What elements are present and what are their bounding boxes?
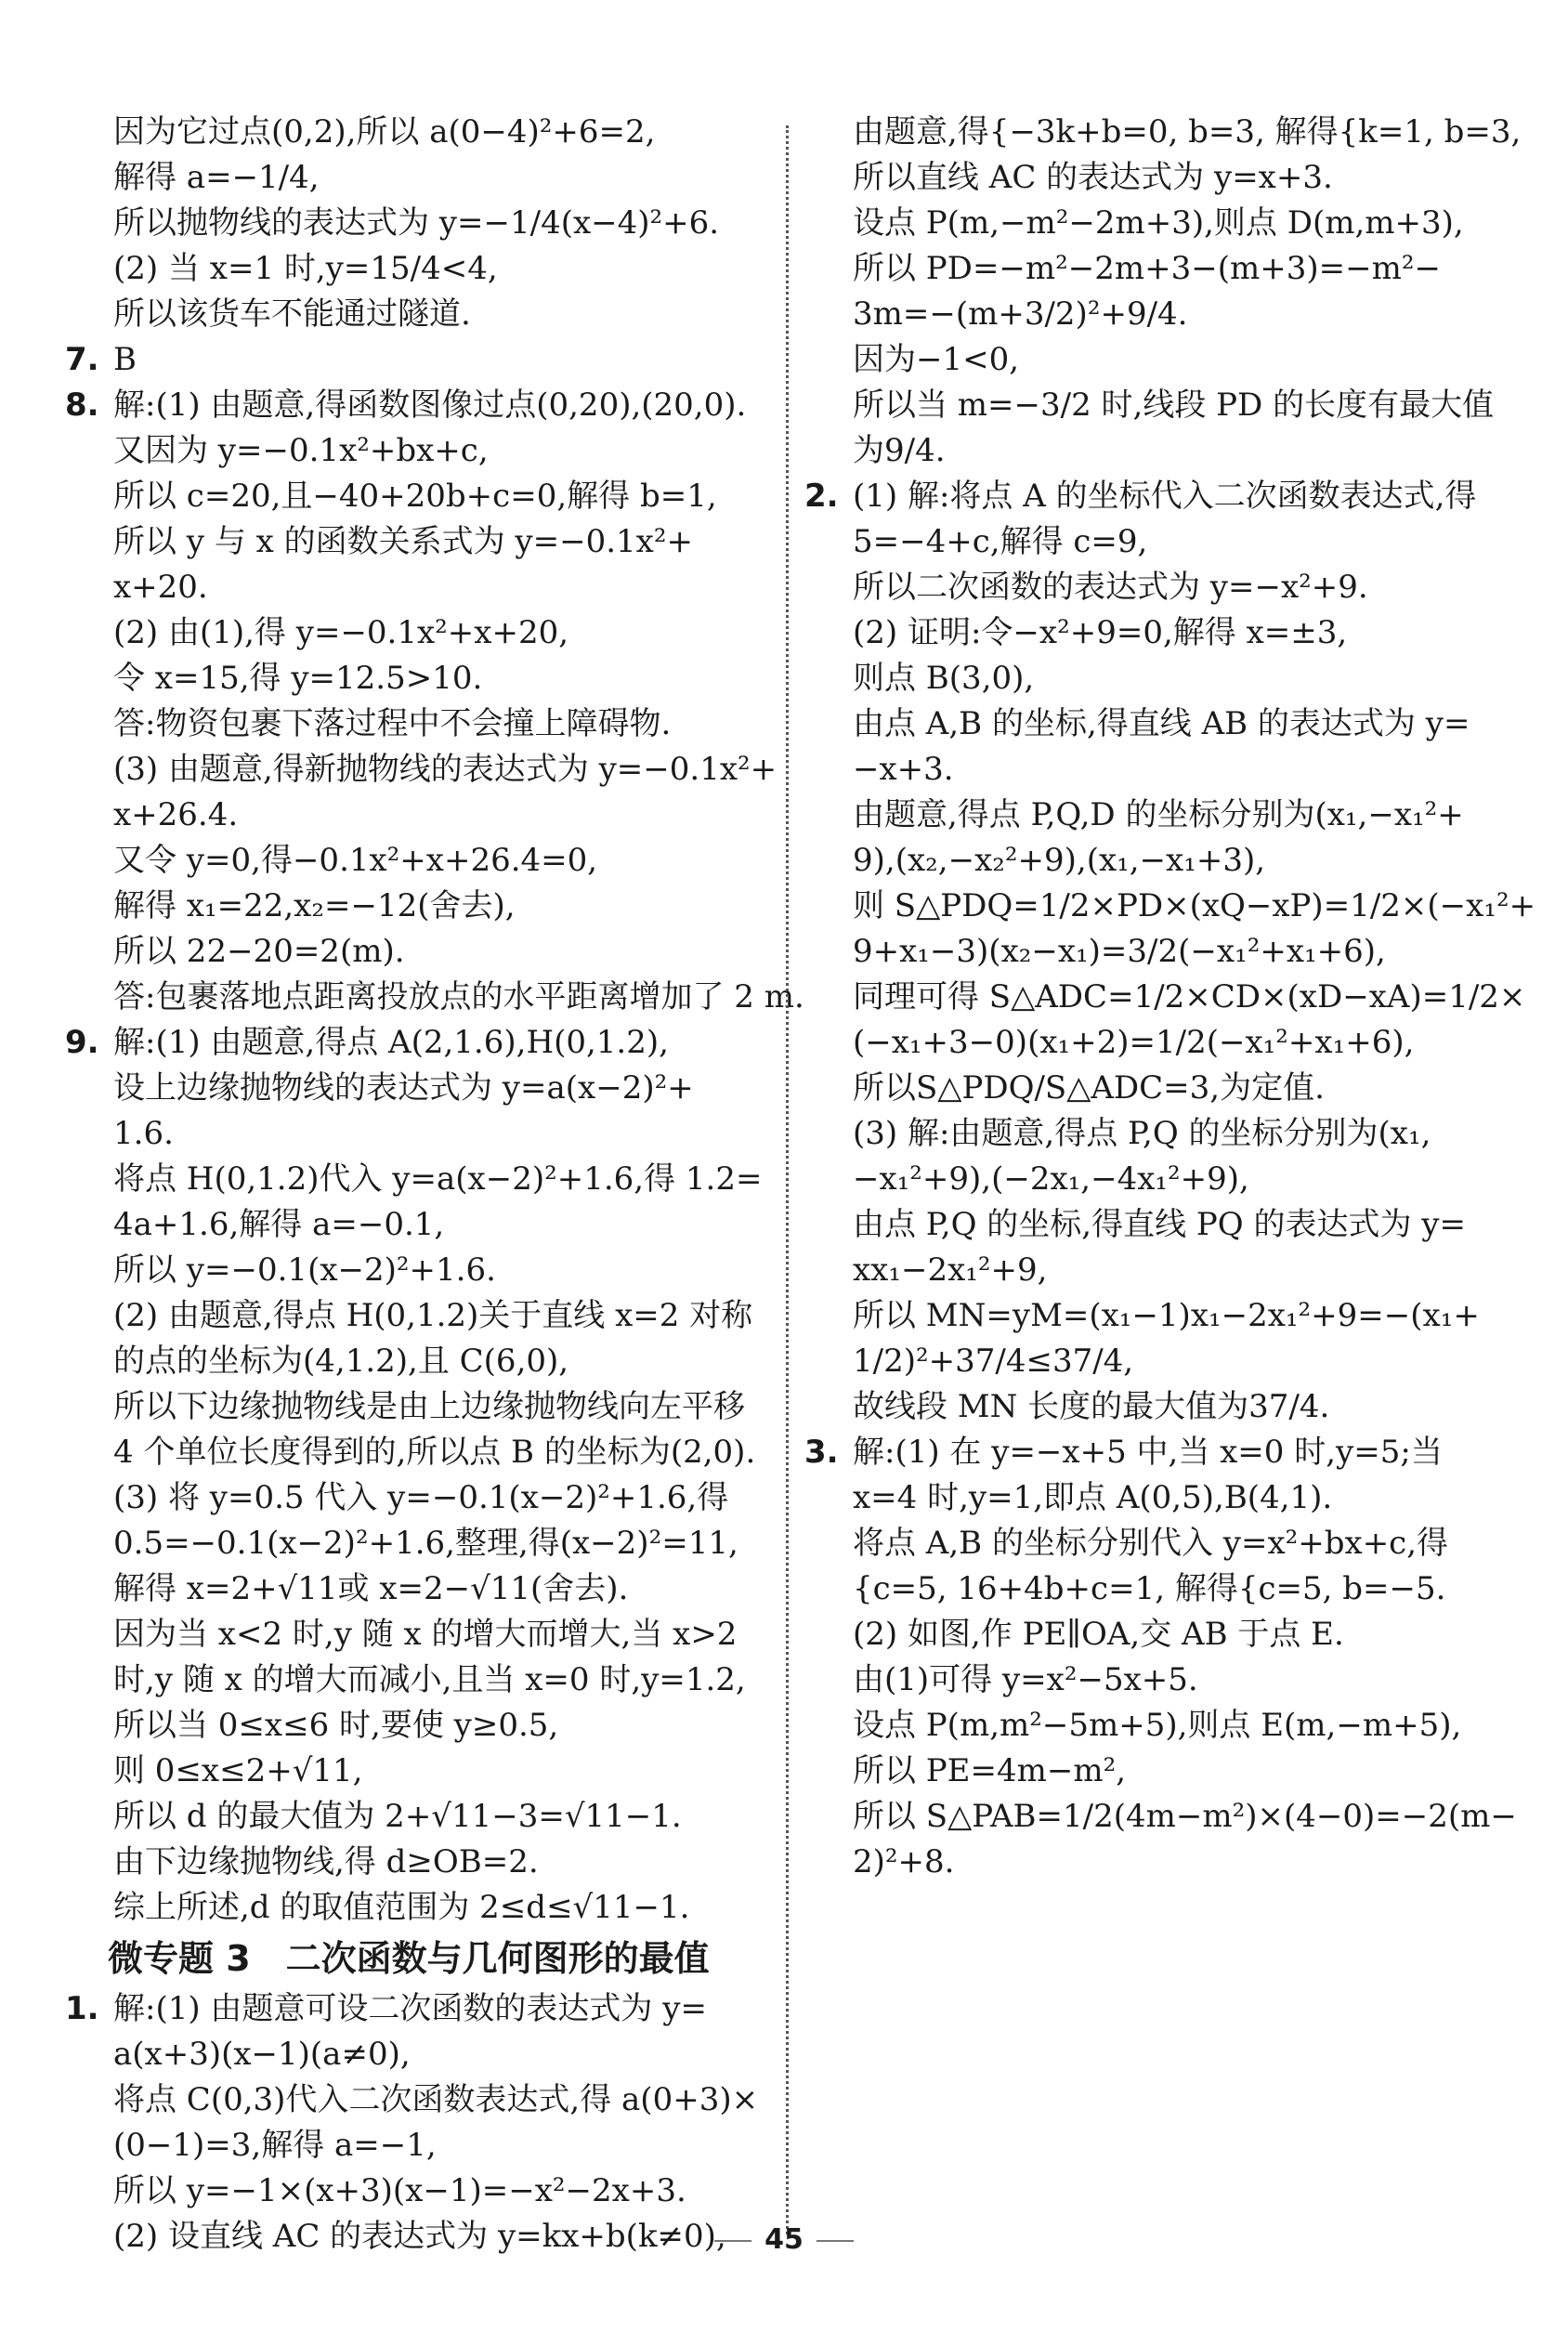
text-line: (2) 当 x=1 时,y=15/4<4, <box>113 250 498 287</box>
problem-2 <box>804 474 1510 519</box>
text-line: 9+x₁−3)(x₂−x₁)=3/2(−x₁²+x₁+6), <box>853 933 1386 970</box>
text-line: 答:包裹落地点距离投放点的水平距离增加了 2 m. <box>113 978 804 1015</box>
text-line: 综上所述,d 的取值范围为 2≤d≤√11−1. <box>113 1889 690 1926</box>
text-line: 又令 y=0,得−0.1x²+x+26.4=0, <box>113 842 598 879</box>
text-line: (2) 如图,作 PE∥OA,交 AB 于点 E. <box>853 1616 1344 1653</box>
text-line: 将点 A,B 的坐标分别代入 y=x²+bx+c,得 <box>853 1525 1449 1562</box>
text-line: 所以抛物线的表达式为 y=−1/4(x−4)²+6. <box>113 204 720 242</box>
text-line: 所以 22−20=2(m). <box>113 933 405 970</box>
text-line: 则 S△PDQ=1/2×PD×(xQ−xP)=1/2×(−x₁²+ <box>853 887 1536 924</box>
text-line: 因为它过点(0,2),所以 a(0−4)²+6=2, <box>113 113 656 151</box>
text-line: 所以 S△PAB=1/2(4m−m²)×(4−0)=−2(m− <box>853 1798 1517 1835</box>
problem-number: 7. <box>65 341 99 378</box>
text-line: 4 个单位长度得到的,所以点 B 的坐标为(2,0). <box>113 1434 756 1471</box>
text-line: (2) 由(1),得 y=−0.1x²+x+20, <box>113 614 569 651</box>
text-line: 所以该货车不能通过隧道. <box>113 295 471 333</box>
text-line: 所以当 m=−3/2 时,线段 PD 的长度有最大值 <box>853 386 1495 424</box>
text-line: B <box>113 341 137 378</box>
text-line: 由题意,得{−3k+b=0, b=3, 解得{k=1, b=3, <box>853 113 1522 151</box>
section-title: 微专题 3 二次函数与几何图形的最值 <box>108 1938 710 1979</box>
text-line: 所以 PD=−m²−2m+3−(m+3)=−m²− <box>853 250 1441 287</box>
text-line: 答:物资包裹下落过程中不会撞上障碍物. <box>113 705 672 742</box>
text-line: (2) 由题意,得点 H(0,1.2)关于直线 x=2 对称 <box>113 1297 753 1334</box>
text-line: 所以S△PDQ/S△ADC=3,为定值. <box>853 1069 1325 1107</box>
text-line: 由(1)可得 y=x²−5x+5. <box>853 1661 1198 1698</box>
text-line: 所以 y=−0.1(x−2)²+1.6. <box>113 1251 496 1289</box>
text-line: (1) 解:将点 A 的坐标代入二次函数表达式,得 <box>853 478 1477 515</box>
text-line: 因为−1<0, <box>853 341 1020 378</box>
text-line: 将点 H(0,1.2)代入 y=a(x−2)²+1.6,得 1.2= <box>113 1160 763 1198</box>
problem-number: 3. <box>804 1434 839 1471</box>
text-line: 4a+1.6,解得 a=−0.1, <box>113 1206 445 1243</box>
column-divider <box>786 125 789 2234</box>
footer-dash-left <box>714 2240 751 2242</box>
text-line: 由题意,得点 P,Q,D 的坐标分别为(x₁,−x₁²+ <box>853 796 1464 833</box>
text-line: (2) 设直线 AC 的表达式为 y=kx+b(k≠0), <box>113 2218 726 2255</box>
text-line: x+26.4. <box>113 796 239 833</box>
text-line: {c=5, 16+4b+c=1, 解得{c=5, b=−5. <box>853 1570 1446 1607</box>
text-line: 1/2)²+37/4≤37/4, <box>853 1343 1134 1380</box>
text-line: 所以 MN=yM=(x₁−1)x₁−2x₁²+9=−(x₁+ <box>853 1297 1480 1334</box>
problem-number: 2. <box>804 478 839 515</box>
text-line: 所以二次函数的表达式为 y=−x²+9. <box>853 569 1368 606</box>
problem-8 <box>65 383 769 428</box>
text-line: (−x₁+3−0)(x₁+2)=1/2(−x₁²+x₁+6), <box>853 1024 1415 1061</box>
text-line: x+20. <box>113 569 208 606</box>
text-line: 设点 P(m,−m²−2m+3),则点 D(m,m+3), <box>853 204 1464 242</box>
problem-number: 9. <box>65 1024 99 1061</box>
page-footer <box>0 2223 1568 2256</box>
text-line: 则点 B(3,0), <box>853 660 1035 697</box>
text-line: 故线段 MN 长度的最大值为37/4. <box>853 1388 1330 1425</box>
text-line: 所以当 0≤x≤6 时,要使 y≥0.5, <box>113 1707 559 1744</box>
text-line: 5=−4+c,解得 c=9, <box>853 523 1148 560</box>
text-line: xx₁−2x₁²+9, <box>853 1251 1048 1289</box>
page-number: 45 <box>764 2223 804 2256</box>
problem-9 <box>65 1020 769 1066</box>
problem-number: 8. <box>65 386 99 424</box>
text-line: 解:(1) 在 y=−x+5 中,当 x=0 时,y=5;当 <box>853 1434 1443 1471</box>
text-line: a(x+3)(x−1)(a≠0), <box>113 2036 411 2073</box>
text-line: 所以下边缘抛物线是由上边缘抛物线向左平移 <box>113 1388 745 1425</box>
text-line: 所以 y 与 x 的函数关系式为 y=−0.1x²+ <box>113 523 693 560</box>
text-line: 的点的坐标为(4,1.2),且 C(6,0), <box>113 1343 569 1380</box>
text-line: 解得 x₁=22,x₂=−12(舍去), <box>113 887 516 924</box>
right-column <box>804 110 1536 1885</box>
text-line: (3) 将 y=0.5 代入 y=−0.1(x−2)²+1.6,得 <box>113 1479 729 1516</box>
text-line: (2) 证明:令−x²+9=0,解得 x=±3, <box>853 614 1348 651</box>
text-line: 3m=−(m+3/2)²+9/4. <box>853 295 1188 333</box>
text-line: 为9/4. <box>853 432 946 469</box>
text-line: −x₁²+9),(−2x₁,−4x₁²+9), <box>853 1160 1249 1198</box>
text-line: −x+3. <box>853 751 954 788</box>
problem-3 <box>804 1430 1510 1475</box>
text-line: (3) 由题意,得新抛物线的表达式为 y=−0.1x²+ <box>113 751 777 788</box>
text-line: 9),(x₂,−x₂²+9),(x₁,−x₁+3), <box>853 842 1266 879</box>
footer-dash-right <box>817 2240 854 2242</box>
text-line: 所以 d 的最大值为 2+√11−3=√11−1. <box>113 1798 682 1835</box>
text-line: 又因为 y=−0.1x²+bx+c, <box>113 432 489 469</box>
text-line: 解:(1) 由题意,得函数图像过点(0,20),(20,0). <box>113 386 747 424</box>
text-line: 所以直线 AC 的表达式为 y=x+3. <box>853 159 1333 196</box>
text-line: 0.5=−0.1(x−2)²+1.6,整理,得(x−2)²=11, <box>113 1525 738 1562</box>
text-line: 设点 P(m,m²−5m+5),则点 E(m,−m+5), <box>853 1707 1462 1744</box>
text-line: 解得 a=−1/4, <box>113 159 320 196</box>
text-line: 1.6. <box>113 1115 174 1152</box>
text-line: 则 0≤x≤2+√11, <box>113 1752 363 1789</box>
text-line: 所以 y=−1×(x+3)(x−1)=−x²−2x+3. <box>113 2172 686 2209</box>
text-line: 解:(1) 由题意,得点 A(2,1.6),H(0,1.2), <box>113 1024 669 1061</box>
text-line: 同理可得 S△ADC=1/2×CD×(xD−xA)=1/2× <box>853 978 1526 1015</box>
text-line: (0−1)=3,解得 a=−1, <box>113 2127 437 2164</box>
problem-number: 1. <box>65 1990 99 2027</box>
text-line: 令 x=15,得 y=12.5>10. <box>113 660 483 697</box>
text-line: 所以 PE=4m−m², <box>853 1752 1127 1789</box>
text-line: 由下边缘抛物线,得 d≥OB=2. <box>113 1843 539 1880</box>
text-line: 设上边缘抛物线的表达式为 y=a(x−2)²+ <box>113 1069 694 1107</box>
text-line: 因为当 x<2 时,y 随 x 的增大而增大,当 x>2 <box>113 1616 738 1653</box>
text-line: 所以 c=20,且−40+20b+c=0,解得 b=1, <box>113 478 717 515</box>
text-line: 时,y 随 x 的增大而减小,且当 x=0 时,y=1.2, <box>113 1661 746 1698</box>
text-line: 解:(1) 由题意可设二次函数的表达式为 y= <box>113 1990 707 2027</box>
text-line: 由点 P,Q 的坐标,得直线 PQ 的表达式为 y= <box>853 1206 1466 1243</box>
text-line: 解得 x=2+√11或 x=2−√11(舍去). <box>113 1570 629 1607</box>
text-line: x=4 时,y=1,即点 A(0,5),B(4,1). <box>853 1479 1333 1516</box>
problem-7 <box>65 337 769 383</box>
problem-1 <box>65 1986 769 2032</box>
text-line: (3) 解:由题意,得点 P,Q 的坐标分别为(x₁, <box>853 1115 1431 1152</box>
text-line: 将点 C(0,3)代入二次函数表达式,得 a(0+3)× <box>113 2081 759 2118</box>
text-line: 2)²+8. <box>853 1843 955 1880</box>
text-line: 由点 A,B 的坐标,得直线 AB 的表达式为 y= <box>853 705 1470 742</box>
